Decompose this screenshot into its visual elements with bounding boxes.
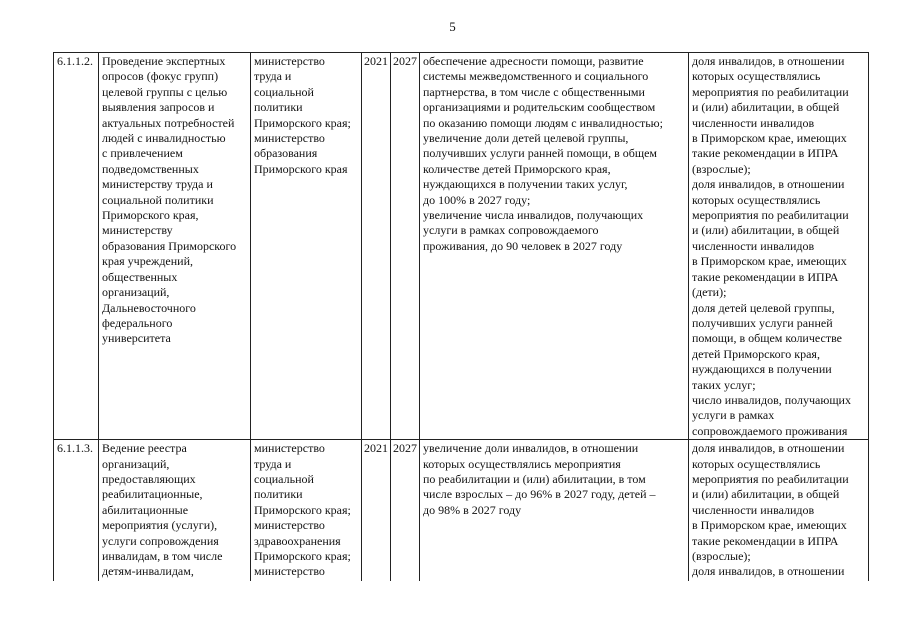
end-year: 2027 bbox=[391, 53, 420, 440]
page-number: 5 bbox=[449, 19, 456, 34]
executor-cell: министерство труда и социальной политики Приморского края; министерство здравоохранения Приморского края; министерство bbox=[251, 440, 362, 582]
start-year: 2021 bbox=[362, 440, 391, 582]
table-row bbox=[54, 440, 869, 582]
table-row bbox=[54, 53, 869, 440]
item-number: 6.1.1.2. bbox=[54, 53, 99, 440]
expected-result: обеспечение адресности помощи, развитие системы межведомственного и социального партнерства, в том числе с общественными организациями и родительским сообществом по оказанию помощи людям с инвалидностью; увеличение доли детей целевой группы, получивших услуги ранней помощи, в общем количестве детей Приморского края, нуждающихся в получении таких услуг, до 100% в 2027 году; увеличение числа инвалидов, получающих услуги в рамках сопровождаемого проживания, до 90 человек в 2027 году bbox=[420, 53, 689, 440]
indicator-cell: доля инвалидов, в отношении которых осуществлялись мероприятия по реабилитации и (или) абилитации, в общей численности инвалидов в Приморском крае, имеющих такие рекомендации в ИПРА (взрослые); доля инвалидов, в отношении которых осуществлялись мероприятия по реабилитации и (или) абилитации, в общей численности инвалидов в Приморском крае, имеющих такие рекомендации в ИПРА (дети); доля детей целевой группы, получивших услуги ранней помощи, в общем количестве детей Приморского края, нуждающихся в получении таких услуг; число инвалидов, получающих услуги в рамках сопровождаемого проживания bbox=[689, 53, 869, 440]
end-year: 2027 bbox=[391, 440, 420, 582]
program-table bbox=[53, 52, 869, 581]
event-description: Проведение экспертных опросов (фокус групп) целевой группы с целью выявления запросов и актуальных потребностей людей с инвалидностью с привлечением подведомственных министерству труда и социальной политики Приморского края, министерству образования Приморского края учреждений, общественных организаций, Дальневосточного федерального университета bbox=[99, 53, 251, 440]
expected-result: увеличение доли инвалидов, в отношении которых осуществлялись мероприятия по реабилитации и (или) абилитации, в том числе взрослых – до 96% в 2027 году, детей – до 98% в 2027 году bbox=[420, 440, 689, 582]
event-description: Ведение реестра организаций, предоставляющих реабилитационные, абилитационные мероприятия (услуги), услуги сопровождения инвалидам, в том числе детям-инвалидам, bbox=[99, 440, 251, 582]
executor-cell: министерство труда и социальной политики Приморского края; министерство образования Приморского края bbox=[251, 53, 362, 440]
item-number: 6.1.1.3. bbox=[54, 440, 99, 582]
indicator-cell: доля инвалидов, в отношении которых осуществлялись мероприятия по реабилитации и (или) абилитации, в общей численности инвалидов в Приморском крае, имеющих такие рекомендации в ИПРА (взрослые); доля инвалидов, в отношении bbox=[689, 440, 869, 582]
start-year: 2021 bbox=[362, 53, 391, 440]
